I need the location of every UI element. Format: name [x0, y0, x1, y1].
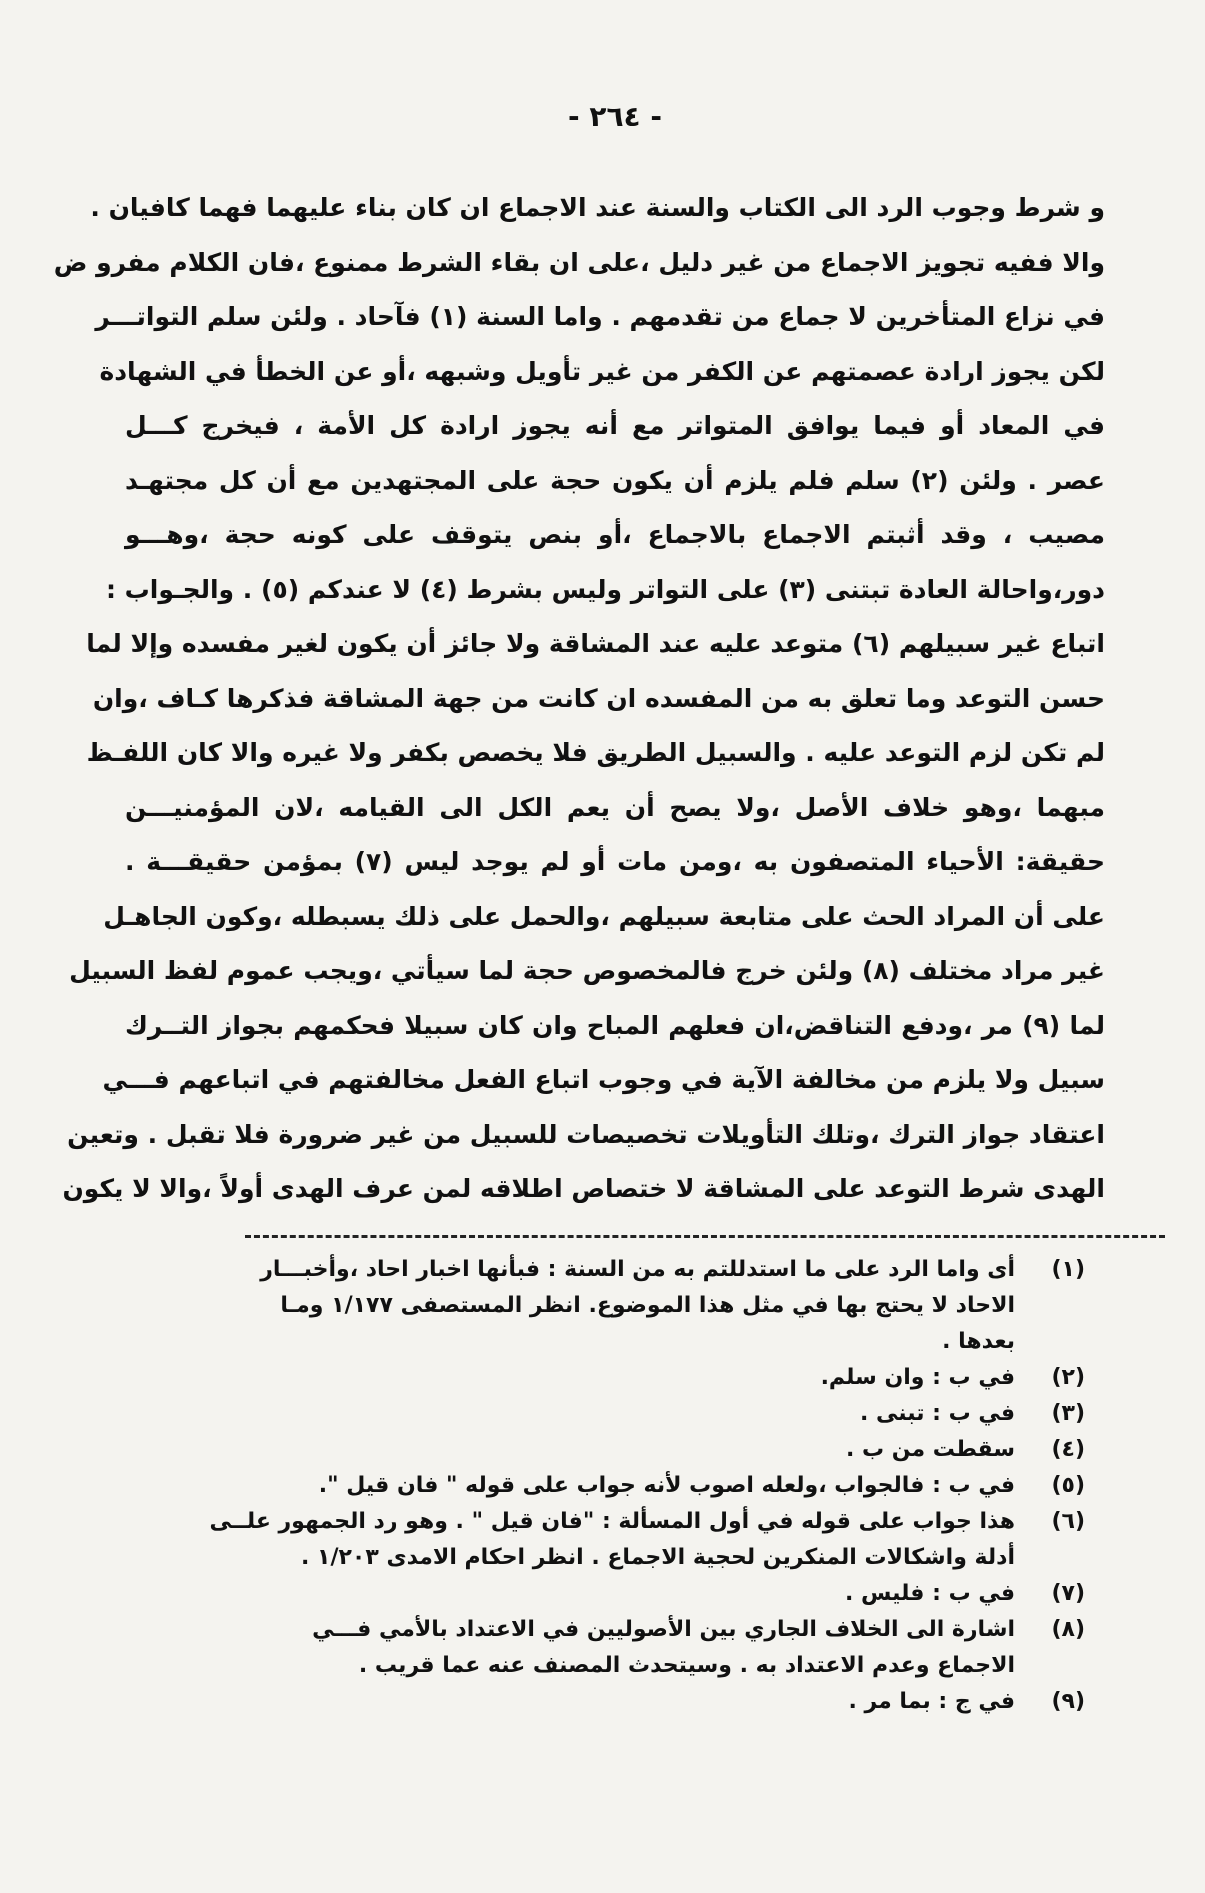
- footnote-number: (٧): [1051, 1580, 1085, 1606]
- text-line: مبهما ،وهو خلاف الأصل ،ولا يصح أن يعم الكل الى القيامه ،لان المؤمنيـــن: [125, 792, 1105, 822]
- text-line: اعتقاد جواز الترك ،وتلك التأويلات تخصيصات للسبيل من غير ضرورة فلا تقبل . وتعين: [67, 1119, 1105, 1149]
- footnote-text: [125, 1468, 1015, 1504]
- footnote-line: الاجماع وعدم الاعتداد به . وسيتحدث المصنف عنه عما قريب .: [358, 1652, 1015, 1678]
- text-line: في نزاع المتأخرين لا جماع من تقدمهم . واما السنة (١) فآحاد . ولئن سلم التواتـــر: [95, 302, 1105, 331]
- text-line: مصيب ، وقد أثبتم الاجماع بالاجماع ،أو بنص يتوقف على كونه حجة ،وهـــو: [125, 520, 1105, 549]
- footnote-number: (٣): [1051, 1400, 1085, 1426]
- footnote-text: [125, 1252, 1015, 1360]
- text-line: و شرط وجوب الرد الى الكتاب والسنة عند الاجماع ان كان بناء عليهما فهما كافيان .: [90, 193, 1105, 222]
- footnotes: [125, 1252, 1105, 1720]
- footnote: [125, 1684, 1085, 1720]
- text-line: حقيقة: الأحياء المتصفون به ،ومن مات أو لم يوجد ليس (٧) بمؤمن حقيقـــة .: [125, 847, 1105, 876]
- footnote: [125, 1504, 1085, 1576]
- footnote-line: هذا جواب على قوله في أول المسألة : "فان قيل " . وهو رد الجمهور علــى: [209, 1508, 1015, 1534]
- page-number: - ٢٦٤ -: [567, 100, 663, 133]
- footnote: [125, 1432, 1085, 1468]
- text-line: لم تكن لزم التوعد عليه . والسبيل الطريق فلا يخصص بكفر ولا غيره والا كان اللفـظ: [86, 738, 1105, 767]
- footnote-text: [125, 1432, 1015, 1468]
- footnote-line: أدلة واشكالات المنكرين لحجية الاجماع . انظر احكام الامدى ١/٢٠٣ .: [301, 1544, 1015, 1570]
- text-line: والا ففيه تجويز الاجماع من غير دليل ،على ان بقاء الشرط ممنوع ،فان الكلام مفرو ض: [53, 247, 1105, 277]
- footnote-text: [125, 1360, 1015, 1396]
- text-line: عصر . ولئن (٢) سلم فلم يلزم أن يكون حجة على المجتهدين مع أن كل مجتهـد: [125, 465, 1105, 495]
- text-line: اتباع غير سبيلهم (٦) متوعد عليه عند المشاقة ولا جائز أن يكون لغير مفسده وإلا لما: [86, 629, 1105, 658]
- text-line: دور،واحالة العادة تبتنى (٣) على التواتر وليس بشرط (٤) لا عندكم (٥) . والجـواب :: [105, 574, 1105, 604]
- footnote: [125, 1576, 1085, 1612]
- footnote-text: [125, 1396, 1015, 1432]
- footnote-number: (٤): [1051, 1436, 1085, 1462]
- footnote-line: الاحاد لا يحتج بها في مثل هذا الموضوع. انظر المستصفى ١/١٧٧ ومـا: [280, 1292, 1015, 1318]
- text-line: سبيل ولا يلزم من مخالفة الآية في وجوب اتباع الفعل مخالفتهم في اتباعهم فـــي: [102, 1065, 1105, 1094]
- footnote: [125, 1360, 1085, 1396]
- footnote-text: [125, 1612, 1015, 1684]
- footnote-line: في ب : فالجواب ،ولعله اصوب لأنه جواب على قوله " فان قيل ".: [318, 1472, 1015, 1498]
- text-line: في المعاد أو فيما يوافق المتواتر مع أنه يجوز ارادة كل الأمة ، فيخرج كـــل: [125, 411, 1105, 440]
- footnote-text: [125, 1576, 1015, 1612]
- footnote-number: (٦): [1051, 1508, 1085, 1534]
- text-line: غير مراد مختلف (٨) ولئن خرج فالمخصوص حجة لما سيأتي ،ويجب عموم لفظ السبيل: [69, 956, 1105, 985]
- footnote-number: (٩): [1051, 1688, 1085, 1714]
- footnote-line: في ج : بما مر .: [848, 1688, 1015, 1714]
- text-line: حسن التوعد وما تعلق به من المفسده ان كانت من جهة المشاقة فذكرها كـاف ،وان: [92, 683, 1105, 713]
- footnote-number: (١): [1051, 1256, 1085, 1282]
- footnote-number: (٢): [1051, 1364, 1085, 1390]
- footnote-number: (٨): [1051, 1616, 1085, 1642]
- footnote: [125, 1252, 1085, 1360]
- footnote: [125, 1396, 1085, 1432]
- footnote-line: اشارة الى الخلاف الجاري بين الأصوليين في الاعتداد بالأمي فـــي: [312, 1616, 1015, 1642]
- footnote: [125, 1612, 1085, 1684]
- footnote-number: (٥): [1051, 1472, 1085, 1498]
- footnote-separator: [245, 1235, 1165, 1238]
- text-line: لما (٩) مر ،ودفع التناقض،ان فعلهم المباح وان كان سبيلا فحكمهم بجواز التــرك: [125, 1010, 1105, 1040]
- footnote-text: [125, 1504, 1015, 1576]
- footnote-line: في ب : فليس .: [844, 1580, 1015, 1606]
- text-line: الهدى شرط التوعد على المشاقة لا ختصاص اطلاقه لمن عرف الهدى أولاً ،والا لا يكون: [62, 1174, 1105, 1203]
- footnote-line: في ب : وان سلم.: [820, 1364, 1015, 1390]
- footnote-text: [125, 1684, 1015, 1720]
- main-text: [53, 181, 1105, 1217]
- footnote-line: في ب : تبنى .: [859, 1400, 1015, 1426]
- footnote-line: أى واما الرد على ما استدللتم به من السنة : فبأنها اخبار احاد ،وأخبـــار: [260, 1256, 1015, 1282]
- footnote-line: بعدها .: [942, 1328, 1015, 1354]
- footnote-line: سقطت من ب .: [845, 1436, 1015, 1462]
- footnote: [125, 1468, 1085, 1504]
- text-line: على أن المراد الحث على متابعة سبيلهم ،والحمل على ذلك يسبطله ،وكون الجاهـل: [103, 901, 1105, 931]
- text-line: لكن يجوز ارادة عصمتهم عن الكفر من غير تأويل وشبهه ،أو عن الخطأ في الشهادة: [99, 356, 1105, 386]
